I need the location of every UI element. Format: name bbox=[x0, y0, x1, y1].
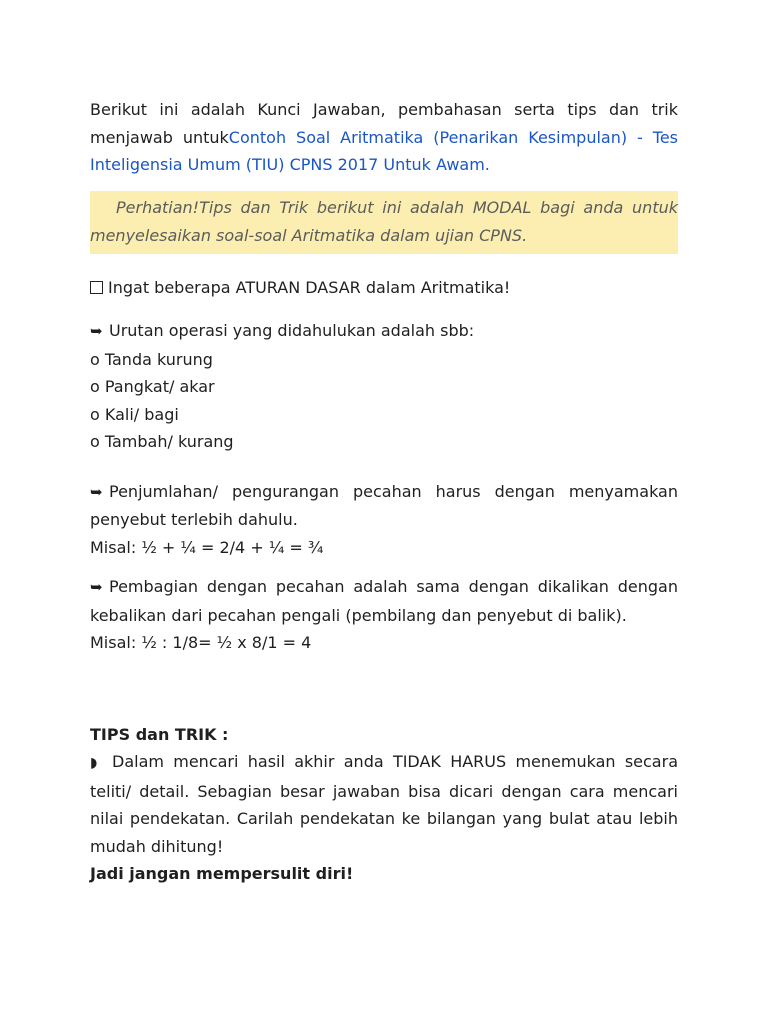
list-item: o Tanda kurung bbox=[90, 349, 213, 369]
bullet-icon: ◗ bbox=[90, 755, 98, 771]
checkbox-icon bbox=[90, 281, 103, 294]
division-rule bbox=[90, 573, 678, 629]
rules-heading bbox=[90, 274, 678, 302]
order-intro bbox=[90, 317, 678, 346]
tips-heading: TIPS dan TRIK : bbox=[90, 724, 229, 744]
note-text: Perhatian!Tips dan Trik berikut ini adalah MODAL bagi anda untuk menyelesaikan soal-soal Aritmatika dalam ujian CPNS. bbox=[90, 197, 678, 245]
intro-paragraph bbox=[90, 96, 678, 179]
list-item: o Kali/ bagi bbox=[90, 404, 179, 424]
tips-conclusion: Jadi jangan mempersulit diri! bbox=[90, 864, 354, 883]
division-rule-text: Pembagian dengan pecahan adalah sama dengan dikalikan dengan kebalikan dari pecahan pengali (pembilang dan penyebut di balik). bbox=[90, 577, 678, 625]
intro-text: Berikut ini adalah Kunci Jawaban, pembahasan serta tips dan trik menjawab untuk bbox=[90, 100, 678, 147]
tips-paragraph bbox=[90, 748, 678, 860]
division-example: Misal: ½ : 1/8= ½ x 8/1 = 4 bbox=[90, 633, 312, 652]
arrow-right-icon: ➥ bbox=[90, 578, 103, 596]
tips-text: Dalam mencari hasil akhir anda TIDAK HARUS menemukan secara teliti/ detail. Sebagian besar jawaban bisa dicari dengan cara mencari nilai pendekatan. Carilah pendekatan ke bilangan yang bulat atau lebih mudah dihitung! bbox=[90, 752, 678, 856]
arrow-right-icon: ➥ bbox=[90, 482, 103, 501]
list-item: o Tambah/ kurang bbox=[90, 432, 234, 451]
article-link[interactable]: Contoh Soal Aritmatika (Penarikan Kesimpulan) - Tes Inteligensia Umum (TIU) CPNS 2017 Untuk Awam bbox=[90, 127, 678, 174]
order-intro-text: Urutan operasi yang didahulukan adalah sbb: bbox=[109, 321, 475, 340]
arrow-right-icon: ➥ bbox=[90, 322, 103, 340]
note-box bbox=[90, 191, 678, 254]
rules-heading-text: Ingat beberapa ATURAN DASAR dalam Aritmatika! bbox=[108, 277, 511, 297]
addition-example: Misal: ½ + ¼ = 2/4 + ¼ = ¾ bbox=[90, 537, 324, 557]
list-item: o Pangkat/ akar bbox=[90, 377, 215, 396]
document-body bbox=[90, 96, 678, 888]
addition-rule-text: Penjumlahan/ pengurangan pecahan harus dengan menyamakan penyebut terlebih dahulu. bbox=[90, 481, 678, 529]
intro-period: . bbox=[484, 155, 490, 174]
addition-rule bbox=[90, 478, 678, 534]
